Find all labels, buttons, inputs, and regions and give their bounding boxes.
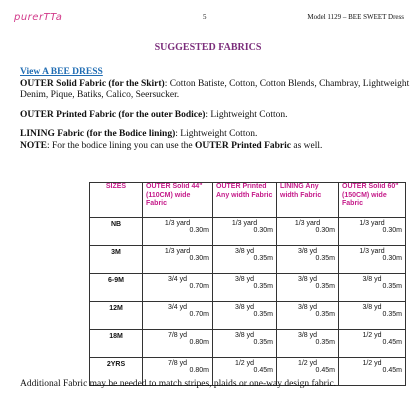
header-outer-solid-44: OUTER Solid 44" (110CM) wide Fabric [143, 183, 213, 218]
outer-printed-text: : Lightweight Cotton. [205, 109, 288, 120]
yardage-value: 3/8 yd [297, 276, 318, 283]
meters-value: 0.70m [189, 311, 209, 318]
table-header-row [90, 183, 406, 218]
fabric-amount-cell [143, 218, 213, 246]
meters-value: 0.35m [315, 283, 335, 290]
fabric-amount-cell [143, 246, 213, 274]
model-title: Model 1129 – BEE SWEET Dress [307, 13, 404, 21]
fabric-amount-cell [277, 246, 339, 274]
outer-solid-text: : Cotton Batiste, Cotton, Cotton Blends, Chambray, Lightweight Denim, Pique, Batiks, Calico, Seersucker. [20, 78, 410, 100]
meters-value: 0.45m [315, 367, 335, 374]
footer-note: Additional Fabric may be needed to match stripes, plaids or one-way design fabric. [20, 379, 337, 389]
fabric-amount-cell [339, 330, 406, 358]
size-cell: 12M [90, 302, 143, 330]
meters-value: 0.45m [382, 339, 402, 346]
yardage-value: 1/3 yard [231, 220, 258, 227]
fabric-amount-cell [213, 274, 277, 302]
yardage-value: 1/3 yard [164, 248, 191, 255]
meters-value: 0.30m [189, 255, 209, 262]
meters-value: 0.30m [315, 227, 335, 234]
fabric-amount-cell [339, 358, 406, 386]
yardage-value: 3/8 yd [234, 304, 255, 311]
outer-printed-paragraph [20, 110, 410, 122]
fabric-amount-cell [213, 330, 277, 358]
size-cell: NB [90, 218, 143, 246]
fabric-amount-cell [277, 274, 339, 302]
meters-value: 0.30m [382, 227, 402, 234]
fabric-amount-cell [213, 246, 277, 274]
fabric-description [20, 67, 410, 152]
fabric-amount-cell [277, 218, 339, 246]
meters-value: 0.30m [382, 255, 402, 262]
table-row [90, 302, 406, 330]
view-title: View A BEE DRESS [20, 67, 103, 77]
fabric-amount-cell [277, 330, 339, 358]
meters-value: 0.70m [189, 283, 209, 290]
meters-value: 0.45m [253, 367, 273, 374]
yardage-value: 3/8 yd [362, 304, 382, 311]
header-outer-printed: OUTER Printed Any width Fabric [213, 183, 277, 218]
fabric-amount-cell [213, 218, 277, 246]
meters-value: 0.35m [315, 255, 335, 262]
yardage-value: 7/8 yd [167, 332, 188, 339]
size-cell: 3M [90, 246, 143, 274]
size-cell: 6-9M [90, 274, 143, 302]
meters-value: 0.35m [253, 339, 273, 346]
yardage-value: 1/3 yard [359, 220, 385, 227]
note-text-b: as well. [291, 140, 323, 151]
meters-value: 0.35m [382, 283, 402, 290]
table-row [90, 274, 406, 302]
fabric-amount-cell [143, 302, 213, 330]
note-label: NOTE [20, 140, 47, 151]
yardage-value: 3/8 yd [297, 332, 318, 339]
outer-solid-label: OUTER Solid Fabric (for the Skirt) [20, 78, 165, 89]
outer-solid-paragraph [20, 79, 410, 102]
meters-value: 0.35m [315, 311, 335, 318]
fabric-amount-cell [143, 330, 213, 358]
note-highlight: OUTER Printed Fabric [194, 140, 292, 151]
header-outer-solid-60: OUTER Solid 60" (150CM) wide Fabric [339, 183, 406, 218]
meters-value: 0.30m [253, 227, 273, 234]
yardage-value: 1/2 yd [362, 360, 382, 367]
yardage-value: 3/8 yd [362, 276, 382, 283]
yardage-value: 3/8 yd [234, 276, 255, 283]
meters-value: 0.35m [315, 339, 335, 346]
table-row [90, 218, 406, 246]
meters-value: 0.35m [253, 283, 273, 290]
yardage-value: 3/8 yd [234, 332, 255, 339]
brand-logo: purerTTa [14, 12, 63, 23]
outer-printed-label: OUTER Printed Fabric (for the outer Bodice) [20, 109, 206, 120]
yardage-value: 1/3 yard [359, 248, 385, 255]
meters-value: 0.80m [189, 367, 209, 374]
yardage-value: 7/8 yd [167, 360, 188, 367]
table-row [90, 330, 406, 358]
meters-value: 0.80m [189, 339, 209, 346]
fabric-amount-cell [277, 302, 339, 330]
meters-value: 0.35m [253, 311, 273, 318]
header-sizes: SIZES [90, 183, 143, 218]
header-lining: LINING Any width Fabric [277, 183, 339, 218]
yardage-value: 3/4 yd [167, 276, 188, 283]
fabric-amount-cell [339, 302, 406, 330]
yardage-value: 3/8 yd [297, 304, 318, 311]
fabric-amount-cell [339, 218, 406, 246]
yardage-value: 1/2 yd [234, 360, 255, 367]
table-row [90, 246, 406, 274]
fabric-amount-cell [339, 246, 406, 274]
yardage-value: 1/3 yard [294, 220, 321, 227]
yardage-value: 3/8 yd [234, 248, 255, 255]
size-cell: 2YRS [90, 358, 143, 386]
lining-text: : Lightweight Cotton. [175, 129, 258, 139]
fabric-amount-cell [339, 274, 406, 302]
fabric-requirements-table [89, 182, 406, 386]
page-number: 5 [203, 13, 207, 21]
meters-value: 0.35m [382, 311, 402, 318]
yardage-value: 1/3 yard [164, 220, 191, 227]
page-heading: SUGGESTED FABRICS [154, 42, 262, 53]
yardage-value: 3/8 yd [297, 248, 318, 255]
note-text-a: : For the bodice lining you can use the [46, 140, 195, 151]
yardage-value: 3/4 yd [167, 304, 188, 311]
meters-value: 0.30m [189, 227, 209, 234]
yardage-value: 1/2 yd [362, 332, 382, 339]
fabric-amount-cell [143, 274, 213, 302]
size-cell: 18M [90, 330, 143, 358]
meters-value: 0.35m [253, 255, 273, 262]
yardage-value: 1/2 yd [297, 360, 318, 367]
lining-label: LINING Fabric (for the Bodice lining) [20, 129, 176, 139]
lining-paragraph [20, 129, 410, 152]
fabric-amount-cell [213, 302, 277, 330]
meters-value: 0.45m [382, 367, 402, 374]
